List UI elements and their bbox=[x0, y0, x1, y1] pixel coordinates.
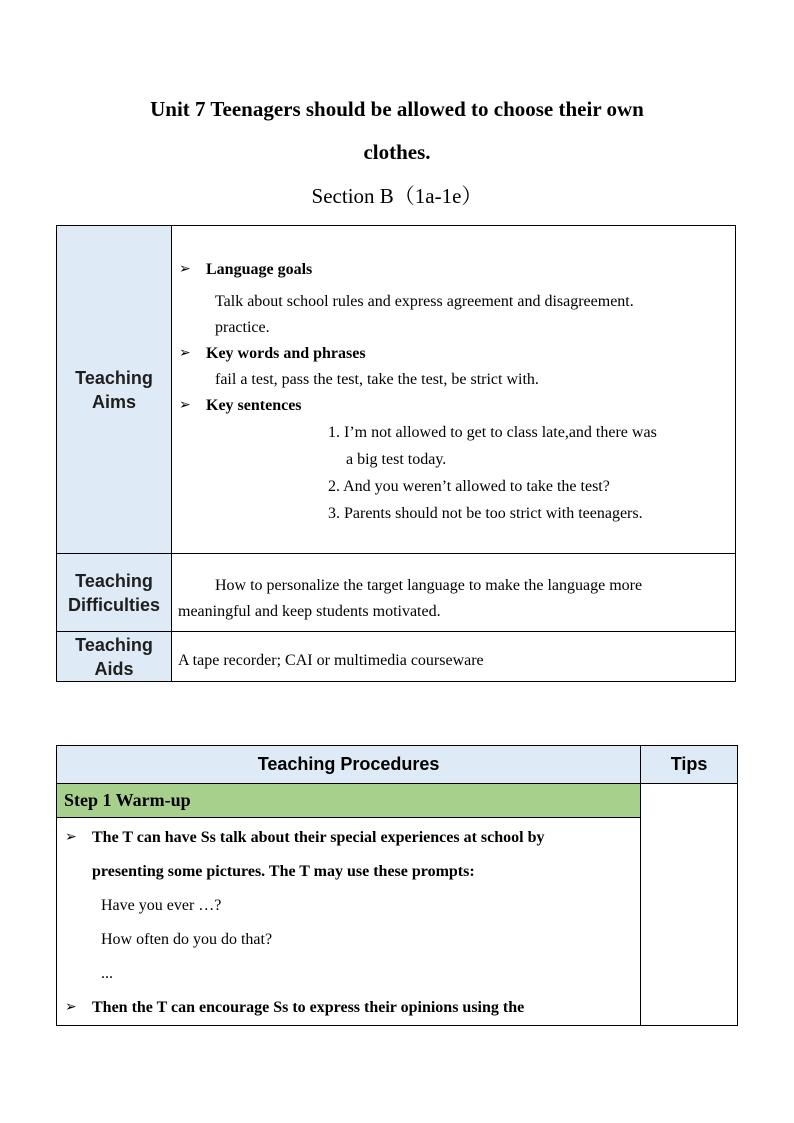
language-goals-text: Talk about school rules and express agreement and disagreement. bbox=[215, 293, 634, 310]
document-title-line1: Unit 7 Teenagers should be allowed to choose their own bbox=[150, 97, 644, 121]
prompt-2: How often do you do that? bbox=[101, 931, 273, 948]
key-sentence-2: 2. And you weren’t allowed to take the test? bbox=[328, 478, 610, 495]
teaching-aims-content bbox=[172, 226, 736, 554]
key-sentence-3: 3. Parents should not be too strict with teenagers. bbox=[328, 505, 643, 522]
arrow-bullet-icon: ➢ bbox=[179, 398, 191, 413]
language-goals-text-cont: practice. bbox=[215, 319, 270, 336]
teaching-aids-content: A tape recorder; CAI or multimedia courseware bbox=[172, 632, 736, 682]
arrow-bullet-icon: ➢ bbox=[65, 830, 77, 845]
arrow-bullet-icon: ➢ bbox=[179, 262, 191, 277]
section-subtitle: Section B（1a-1e） bbox=[311, 184, 483, 208]
tips-cell bbox=[641, 784, 738, 1026]
key-sentence-1: 1. I’m not allowed to get to class late,and there was bbox=[328, 424, 657, 441]
teaching-difficulties-label: Teaching Difficulties bbox=[57, 554, 172, 632]
step-1-bullet-2: ➢ Then the T can encourage Ss to express their opinions using the bbox=[57, 991, 640, 1025]
key-sentence-1-cont: a big test today. bbox=[346, 451, 447, 468]
arrow-bullet-icon: ➢ bbox=[65, 1000, 77, 1015]
language-goals-bullet: ➢ Language goals bbox=[172, 257, 735, 283]
tips-column-header: Tips bbox=[641, 746, 738, 784]
teaching-aims-table bbox=[56, 225, 736, 682]
document-title-line2: clothes. bbox=[363, 140, 431, 164]
step-1-content bbox=[57, 818, 641, 1026]
prompt-3: ... bbox=[101, 965, 113, 982]
key-words-bullet: ➢ Key words and phrases bbox=[172, 341, 735, 367]
step-1-bullet-1: ➢ The T can have Ss talk about their special experiences at school by bbox=[57, 821, 640, 855]
step-1-header: Step 1 Warm-up bbox=[57, 784, 641, 818]
key-words-text: fail a test, pass the test, take the test, be strict with. bbox=[215, 371, 539, 388]
arrow-bullet-icon: ➢ bbox=[179, 346, 191, 361]
difficulties-text: How to personalize the target language to make the language more bbox=[215, 576, 643, 594]
teaching-procedures-table bbox=[56, 745, 738, 1026]
difficulties-text-cont: meaningful and keep students motivated. bbox=[178, 602, 441, 620]
procedures-column-header: Teaching Procedures bbox=[57, 746, 641, 784]
teaching-difficulties-content bbox=[172, 554, 736, 632]
teaching-aids-label: Teaching Aids bbox=[57, 632, 172, 682]
step-1-bullet-1-cont: presenting some pictures. The T may use these prompts: bbox=[92, 863, 475, 880]
prompt-1: Have you ever …? bbox=[101, 897, 222, 914]
teaching-aims-label: Teaching Aims bbox=[57, 226, 172, 554]
key-sentences-bullet: ➢ Key sentences bbox=[172, 393, 735, 419]
